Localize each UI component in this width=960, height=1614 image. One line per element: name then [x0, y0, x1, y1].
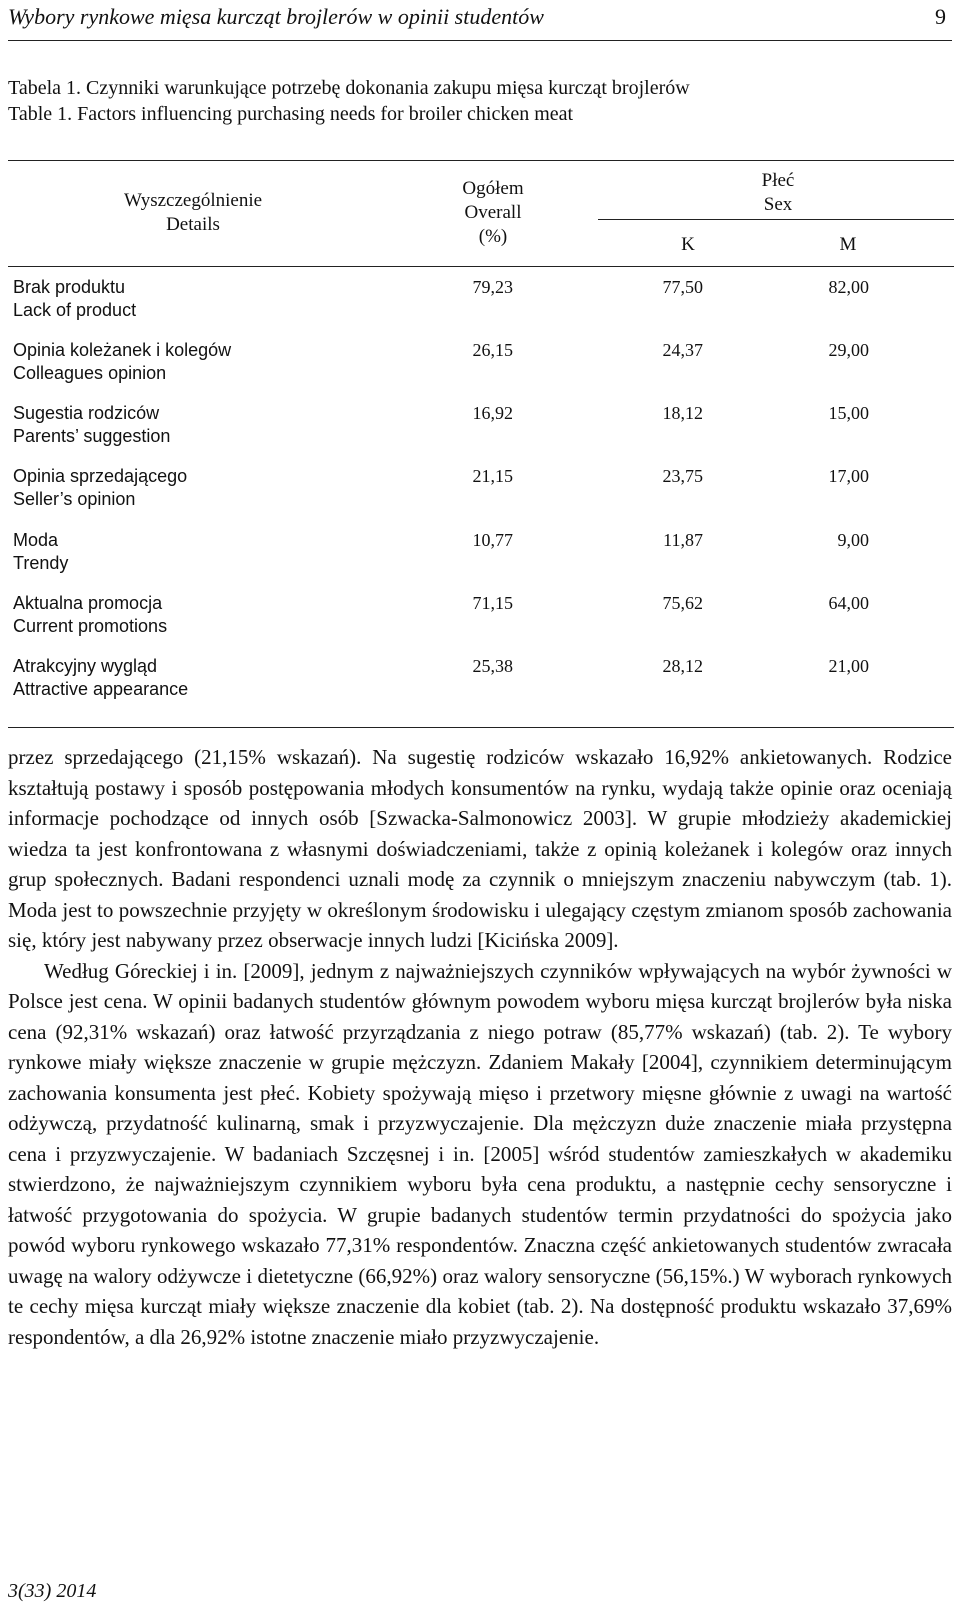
male-header: M [839, 234, 857, 255]
overall-value: 21,15 [472, 466, 513, 486]
table-row [8, 339, 954, 403]
male-value: 64,00 [828, 593, 869, 613]
issue-footer: 3(33) 2014 [8, 1580, 97, 1602]
row-label-pl: Opinia koleżanek i kolegów [13, 340, 232, 360]
overall-value: 25,38 [472, 656, 513, 676]
sex-header-pl: Płeć [761, 170, 795, 191]
table-row [8, 529, 954, 593]
table-row [8, 465, 954, 529]
row-label-en: Colleagues opinion [13, 363, 167, 383]
table-row [8, 655, 954, 719]
sex-header-en: Sex [763, 194, 793, 215]
paragraph: Według Góreckiej i in. [2009], jednym z najważniejszych czynników wpływających na wybór żywności w Polsce jest cena. W opinii badanych studentów głównym powodem wyboru mięsa kurcząt brojlerów była niska cena (92,31% wskazań) oraz łatwość przyrządzania z niego potraw (85,77% wskazań) (tab. 2). Te wybory rynkowe miały większe znaczenie w grupie mężczyzn. Zdaniem Makały [2004], czynnikiem determinującym zachowania konsumenta jest płeć. Kobiety spożywają mięso i przetwory mięsne głównie z uwagi na wartość odżywczą, przydatność kulinarną, smak i przyzwyczajenie. Dla mężczyzn duże znaczenie miała przystępna cena i przyzwyczajenie. W badaniach Szczęsnej i in. [2005] wśród studentów zamieszkałych w akademiku stwierdzono, że najważniejszym czynnikiem wyboru była cena produktu, a następnie cechy sensoryczne i łatwość przygotowania do spożycia. W grupie badanych studentów termin przydatności do spożycia jako powód wyboru rynkowego wskazało 77,31% respondentów. Znaczna część ankietowanych studentów zwracała uwagę na walory odżywcze i dietetyczne (66,92%) oraz walory sensoryczne (56,15%.) W wyborach rynkowych te cechy mięsa kurcząt miały większe znaczenie dla kobiet (tab. 2). Na dostępność produktu wskazało 37,69% respondentów, a dla 26,92% istotne znaczenie miało przyzwyczajenie. [8, 958, 952, 1349]
male-value: 15,00 [828, 403, 869, 423]
row-label-en: Trendy [13, 553, 69, 573]
row-label-pl: Brak produktu [13, 277, 126, 297]
overall-header-unit: (%) [478, 226, 508, 247]
running-title: Wybory rynkowe mięsa kurcząt brojlerów w opinii studentów [8, 4, 544, 29]
body-text [8, 742, 952, 1352]
paragraph: przez sprzedającego (21,15% wskazań). Na sugestię rodziców wskazało 16,92% ankietowanych. Rodzice kształtują postawy i sposób postępowania młodych konsumentów na rynku, wydają także opinie oraz oceniają informacje pochodzące od innych osób [Szwacka-Salmonowicz 2003]. W grupie młodzieży akademickiej wiedza ta jest konfrontowana z własnymi doświadczeniami, także z opinią koleżanek i kolegów oraz innych grup społecznych. Badani respondenci uznali modę za czynnik o mniejszym znaczeniu nabywczym (tab. 1). Moda jest to powszechnie przyjęty w określonym środowisku i ulegający częstym zmianom sposób zachowania się, który jest nabywany przez obserwacje innych ludzi [Kicińska 2009]. [8, 745, 952, 952]
overall-header [408, 177, 578, 249]
header-rule [8, 266, 954, 267]
row-label [13, 465, 187, 511]
overall-value: 10,77 [472, 530, 513, 550]
row-label-en: Lack of product [13, 300, 137, 320]
overall-value: 16,92 [472, 403, 513, 423]
table-caption-pl: Tabela 1. Czynniki warunkujące potrzebę dokonania zakupu mięsa kurcząt brojlerów [8, 77, 690, 99]
row-label-pl: Opinia sprzedającego [13, 466, 188, 486]
female-value: 11,87 [663, 530, 703, 550]
table-row [8, 276, 954, 340]
female-value: 24,37 [662, 340, 703, 360]
female-value: 23,75 [662, 466, 703, 486]
details-header-en: Details [166, 214, 220, 235]
row-label-pl: Atrakcyjny wygląd [13, 656, 158, 676]
overall-value: 79,23 [472, 277, 513, 297]
row-label-pl: Sugestia rodziców [13, 403, 160, 423]
row-label-en: Current promotions [13, 616, 168, 636]
running-header [8, 0, 952, 41]
table-row [8, 592, 954, 656]
overall-header-pl: Ogółem [462, 178, 524, 199]
factors-table [8, 160, 954, 728]
female-value: 28,12 [662, 656, 703, 676]
female-value: 77,50 [662, 277, 703, 297]
row-label-en: Parents’ suggestion [13, 426, 171, 446]
female-header: K [681, 234, 695, 255]
row-label-en: Seller’s opinion [13, 489, 136, 509]
female-value: 18,12 [662, 403, 703, 423]
table-row [8, 402, 954, 466]
male-value: 21,00 [828, 656, 869, 676]
row-label [13, 339, 231, 385]
row-label-pl: Aktualna promocja [13, 593, 163, 613]
table-caption-en: Table 1. Factors influencing purchasing needs for broiler chicken meat [8, 103, 574, 125]
row-label [13, 655, 188, 701]
page-number: 9 [935, 4, 946, 29]
row-label [13, 402, 170, 448]
male-value: 29,00 [828, 340, 869, 360]
male-value: 9,00 [837, 530, 869, 550]
overall-header-en: Overall [464, 202, 522, 223]
row-label [13, 529, 68, 575]
details-header-pl: Wyszczególnienie [123, 190, 263, 211]
male-value: 82,00 [828, 277, 869, 297]
overall-value: 26,15 [472, 340, 513, 360]
female-value: 75,62 [662, 593, 703, 613]
overall-value: 71,15 [472, 593, 513, 613]
row-label [13, 592, 167, 638]
sex-header [658, 169, 898, 217]
row-label-en: Attractive appearance [13, 679, 189, 699]
row-label-pl: Moda [13, 530, 59, 550]
male-value: 17,00 [828, 466, 869, 486]
details-header [8, 189, 378, 237]
sex-header-rule [598, 219, 954, 220]
row-label [13, 276, 136, 322]
